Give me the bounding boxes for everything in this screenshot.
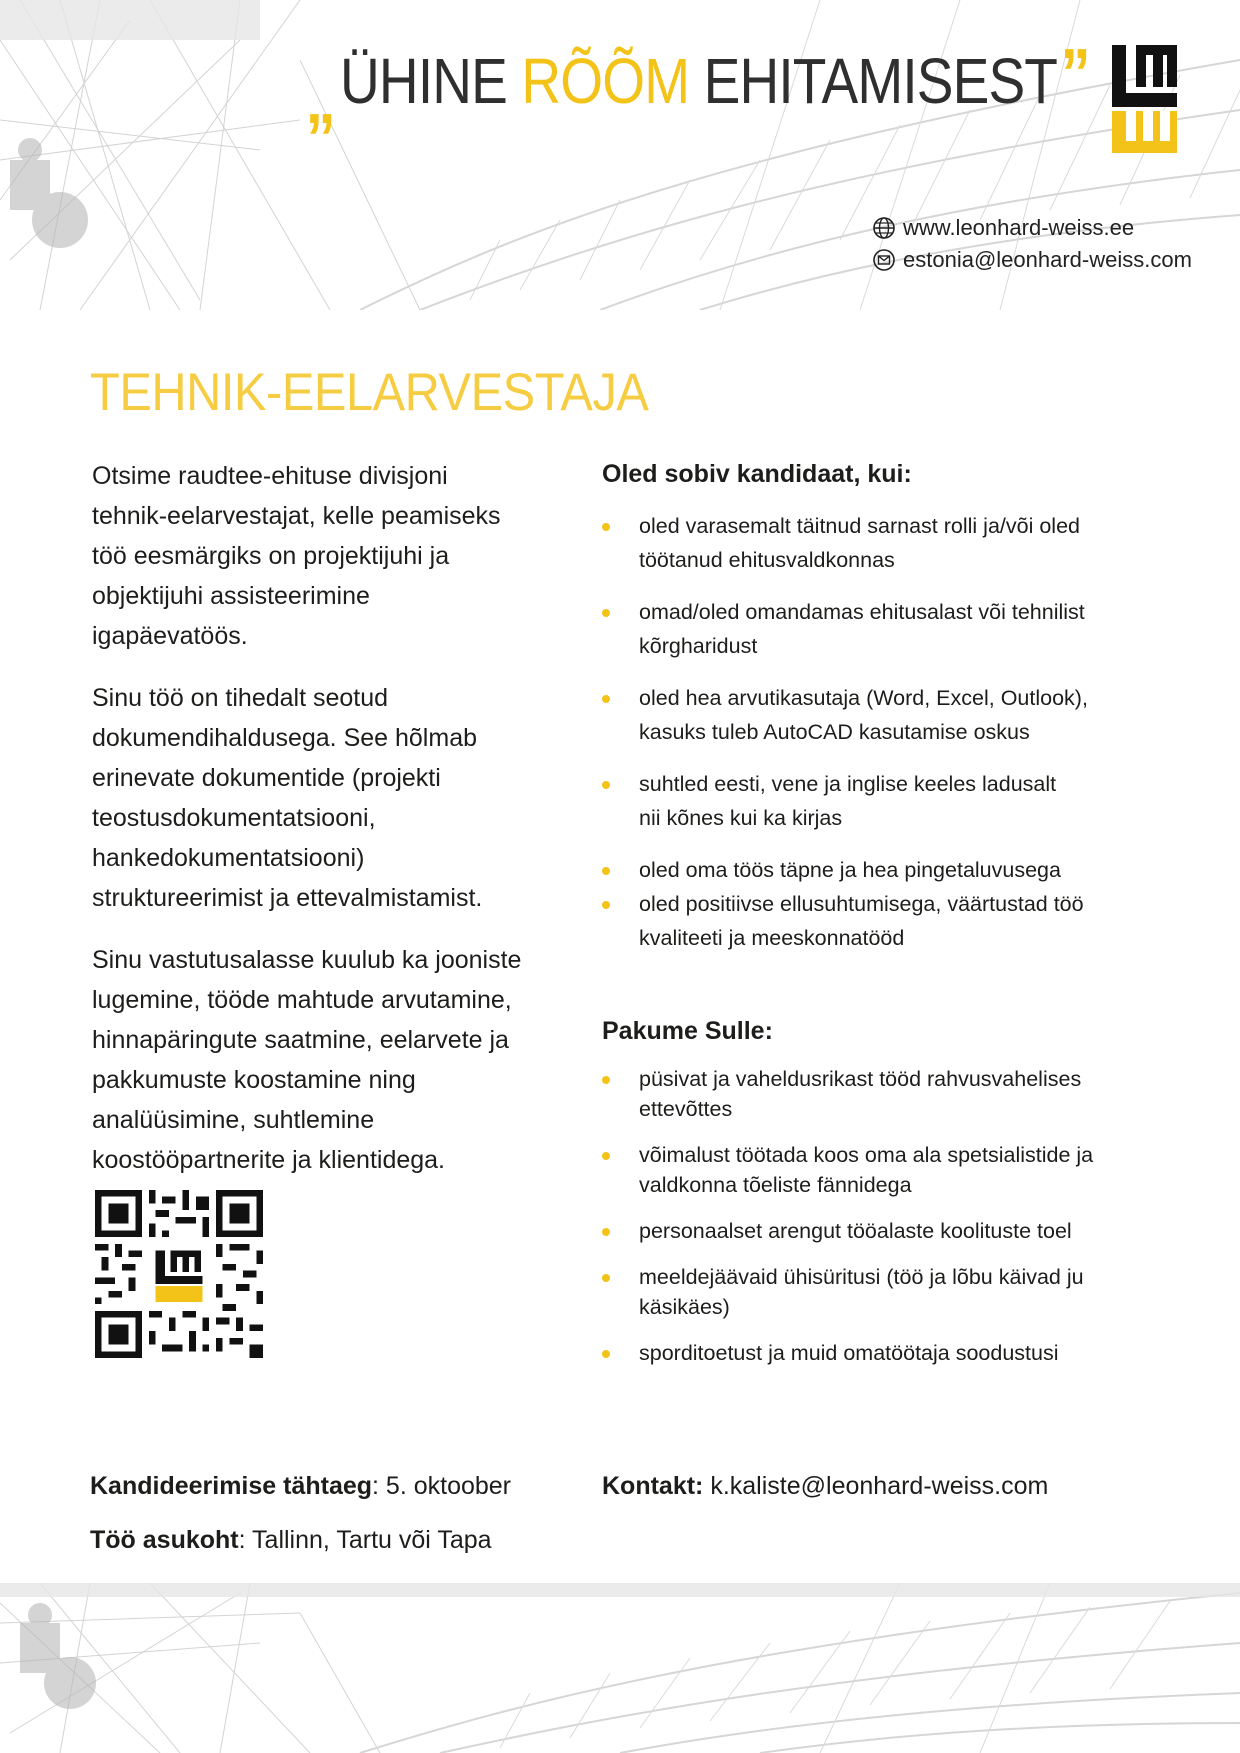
deadline-label: Kandideerimise tähtaeg <box>90 1472 373 1500</box>
text-line: hankedokumentatsiooni) <box>92 844 365 872</box>
description-paragraph <box>92 456 532 656</box>
qr-code[interactable] <box>95 1190 263 1358</box>
list-item <box>602 1262 1142 1322</box>
deadline-info <box>90 1472 511 1501</box>
list-item <box>602 595 1142 663</box>
list-item <box>602 767 1142 835</box>
contact-email-link[interactable]: k.kaliste@leonhard-weiss.com <box>703 1472 1049 1500</box>
list-item <box>602 1140 1142 1200</box>
list-item <box>602 1216 1142 1246</box>
text-line: koostööpartnerite ja klientidega. <box>92 1146 446 1174</box>
list-item <box>602 887 1142 955</box>
website-contact[interactable] <box>872 212 1192 244</box>
text-line: igapäevatöös. <box>92 622 248 650</box>
text-line: omad/oled omandamas ehitusalast või tehnilist <box>639 600 1085 624</box>
railway-sketch-illustration <box>0 1583 1240 1753</box>
text-line: hinnapäringute saatmine, eelarvete ja <box>92 1026 509 1054</box>
text-line: suhtled eesti, vene ja inglise keeles ladusalt <box>639 772 1057 796</box>
slogan-accent: RÕÕM <box>521 45 690 117</box>
text-line: nii kõnes kui ka kirjas <box>639 806 843 830</box>
text-line: tehnik-eelarvestajat, kelle peamiseks <box>92 502 501 530</box>
bullet-icon <box>602 609 610 617</box>
text-line: erinevate dokumentide (projekti <box>92 764 441 792</box>
bullet-icon <box>602 1274 610 1282</box>
text-line: käsikäes) <box>639 1295 730 1319</box>
mail-icon <box>872 248 896 272</box>
text-line: personaalset arengut tööalaste koolituste toel <box>639 1219 1072 1243</box>
slogan <box>305 34 1090 138</box>
list-item <box>602 1338 1142 1368</box>
list-item <box>602 1064 1142 1124</box>
leonhard-weiss-logo <box>1112 45 1177 153</box>
deadline-value: : 5. oktoober <box>372 1472 512 1500</box>
text-line: sporditoetust ja muid omatöötaja soodustusi <box>639 1341 1059 1365</box>
text-line: püsivat ja vaheldusrikast tööd rahvusvahelises <box>639 1067 1082 1091</box>
text-line: pakkumuste koostamine ning <box>92 1066 416 1094</box>
text-line: ettevõttes <box>639 1097 733 1121</box>
slogan-part2: EHITAMISEST <box>703 45 1058 117</box>
text-line: dokumendihaldusega. See hõlmab <box>92 724 477 752</box>
slogan-close-quote: ” <box>1060 34 1090 112</box>
text-line: võimalust töötada koos oma ala spetsialistide ja <box>639 1143 1094 1167</box>
website-link[interactable]: www.leonhard-weiss.ee <box>903 215 1135 240</box>
slogan-part1: ÜHINE <box>340 45 508 117</box>
bullet-icon <box>602 523 610 531</box>
text-line: objektijuhi assisteerimine <box>92 582 370 610</box>
requirements-list <box>602 509 1142 955</box>
requirements-heading: Oled sobiv kandidaat, kui: <box>602 460 912 488</box>
header-contacts <box>872 212 1192 276</box>
bullet-icon <box>602 1350 610 1358</box>
footer-sketch-banner <box>0 1583 1240 1753</box>
text-line: kvaliteeti ja meeskonnatööd <box>639 926 905 950</box>
text-line: oled positiivse ellusuhtumisega, väärtustad töö <box>639 892 1084 916</box>
text-line: Otsime raudtee-ehituse divisjoni <box>92 462 448 490</box>
text-line: struktureerimist ja ettevalmistamist. <box>92 884 483 912</box>
description-paragraph <box>92 940 532 1180</box>
contact-info <box>602 1472 1048 1501</box>
location-info <box>90 1526 492 1555</box>
list-item <box>602 509 1142 577</box>
text-line: lugemine, tööde mahtude arvutamine, <box>92 986 512 1014</box>
bullet-icon <box>602 695 610 703</box>
text-line: oled hea arvutikasutaja (Word, Excel, Outlook), <box>639 686 1088 710</box>
text-line: Sinu vastutusalasse kuulub ka jooniste <box>92 946 522 974</box>
bullet-icon <box>602 1228 610 1236</box>
job-description <box>92 456 532 1202</box>
text-line: valdkonna tõeliste fännidega <box>639 1173 912 1197</box>
text-line: töötanud ehitusvaldkonnas <box>639 548 895 572</box>
text-line: oled oma töös täpne ja hea pingetaluvusega <box>639 858 1061 882</box>
text-line: teostusdokumentatsiooni, <box>92 804 376 832</box>
location-value: : Tallinn, Tartu või Tapa <box>238 1526 492 1554</box>
offer-section <box>602 1019 1142 1368</box>
slogan-open-quote: „ <box>305 60 336 138</box>
bullet-icon <box>602 867 610 875</box>
location-label: Töö asukoht <box>90 1526 239 1554</box>
description-paragraph <box>92 678 532 918</box>
list-item <box>602 681 1142 749</box>
offer-heading: Pakume Sulle: <box>602 1017 773 1045</box>
bullet-icon <box>602 1152 610 1160</box>
globe-icon <box>872 216 896 240</box>
job-title: TEHNIK-EELARVESTAJA <box>90 363 649 422</box>
text-line: kõrgharidust <box>639 634 758 658</box>
bullet-icon <box>602 781 610 789</box>
bullet-icon <box>602 1076 610 1084</box>
bullet-icon <box>602 901 610 909</box>
email-link[interactable]: estonia@leonhard-weiss.com <box>903 247 1192 272</box>
text-line: oled varasemalt täitnud sarnast rolli ja/või oled <box>639 514 1080 538</box>
text-line: meeldejäävaid ühisüritusi (töö ja lõbu käivad ju <box>639 1265 1084 1289</box>
list-item <box>602 853 1142 887</box>
offer-list <box>602 1064 1142 1368</box>
requirements-section <box>602 462 1142 955</box>
text-line: töö eesmärgiks on projektijuhi ja <box>92 542 450 570</box>
email-contact[interactable] <box>872 244 1192 276</box>
text-line: Sinu töö on tihedalt seotud <box>92 684 389 712</box>
text-line: kasuks tuleb AutoCAD kasutamise oskus <box>639 720 1030 744</box>
text-line: analüüsimine, suhtlemine <box>92 1106 375 1134</box>
contact-label: Kontakt: <box>602 1472 704 1500</box>
